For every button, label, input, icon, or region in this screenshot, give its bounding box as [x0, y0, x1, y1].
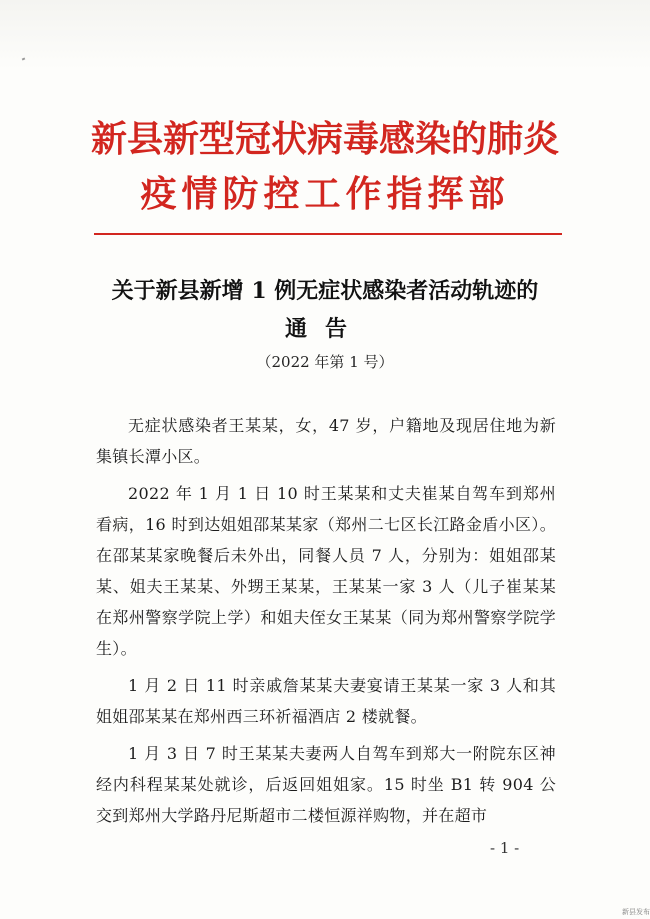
paragraph-4: 1 月 3 日 7 时王某某夫妻两人自驾车到郑大一附院东区神经内科程某某处就诊，后返回姐姐家。15 时坐 B1 转 904 公交到郑州大学路丹尼斯超市二楼恒源祥购物，并在超市: [96, 744, 556, 825]
org-title-line1: 新县新型冠状病毒感染的肺炎: [90, 118, 559, 160]
corner-watermark: 新县发布: [622, 908, 650, 916]
page-number: - 1 -: [490, 839, 520, 857]
org-title-line2: 疫情防控工作指挥部: [140, 173, 510, 215]
paragraph-3: 1 月 2 日 11 时亲戚詹某某夫妻宴请王某某一家 3 人和其姐姐邵某某在郑州西三环祈福酒店 2 楼就餐。: [96, 676, 556, 726]
notice-title-line2: 通告: [284, 316, 365, 342]
scan-shade: [0, 0, 650, 70]
document-number: （2022 年第 1 号）: [256, 353, 394, 371]
notice-body: [96, 410, 556, 837]
red-divider: [94, 233, 562, 235]
paragraph-2: 2022 年 1 月 1 日 10 时王某某和丈夫崔某自驾车到郑州看病，16 时到达姐姐邵某某家（郑州二七区长江路金盾小区）。在邵某某家晚餐后未外出，同餐人员 7 人，分别为：姐姐邵某某、姐夫王某某、外甥王某某，王某某一家 3 人（儿子崔某某在郑州警察学院上学）和姐夫侄女王某某（同为郑州警察学院学生）。: [96, 484, 556, 658]
notice-title-line1: 关于新县新增 1 例无症状感染者活动轨迹的: [111, 278, 539, 304]
paragraph-1: 无症状感染者王某某，女，47 岁，户籍地及现居住地为新集镇长潭小区。: [96, 416, 556, 466]
